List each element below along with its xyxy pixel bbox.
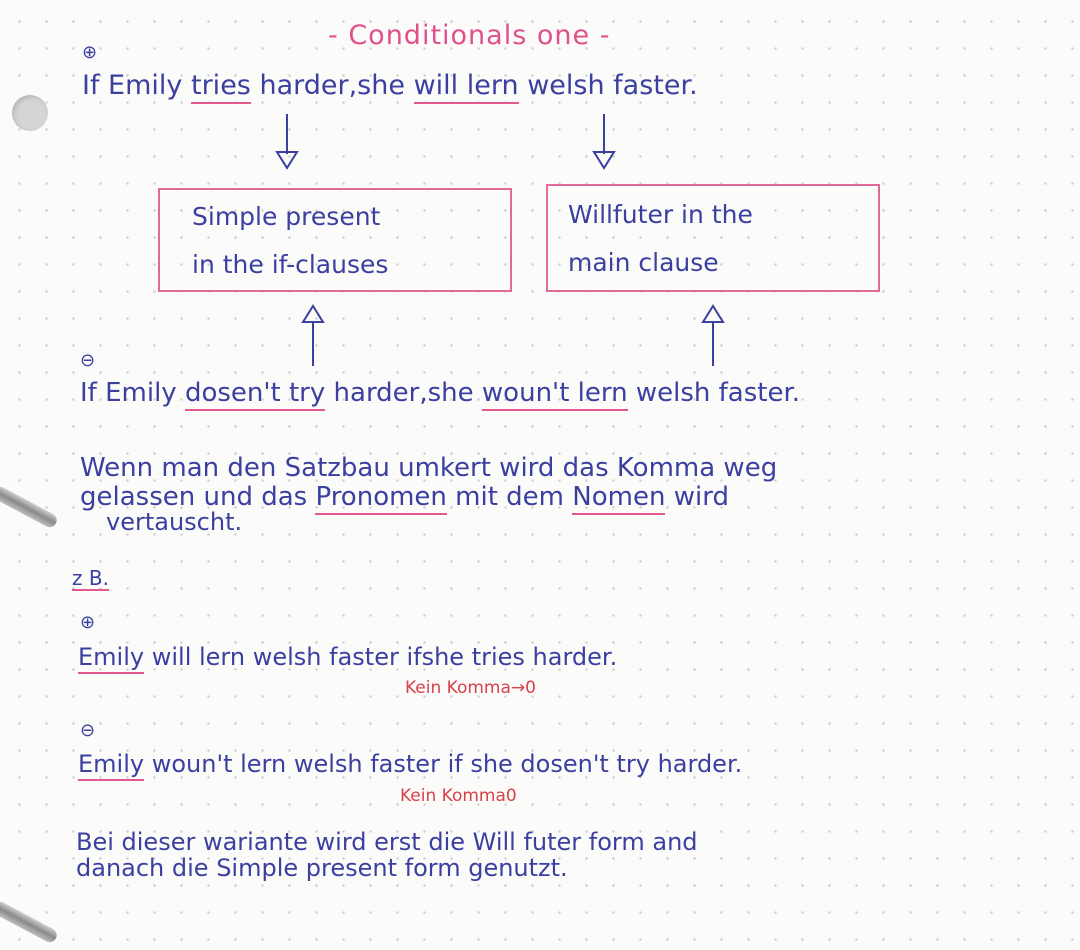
box-simple-present [158,188,512,292]
binder-hole [12,95,48,131]
minus-sign-icon: ⊖ [80,720,96,741]
box-line: Willfuter in the [568,200,753,229]
binder-ring [0,484,59,529]
note-part: wird [673,482,729,512]
example-part: ifshe tries harder. [406,643,618,671]
final-note-line: danach die Simple present form genutzt. [76,854,568,882]
note-line: Wenn man den Satzbau umkert wird das Komma weg [80,453,778,483]
up-arrow-icon [698,300,728,370]
sentence-part-underlined: dosen't try [185,378,325,411]
box-line: in the if-clauses [192,250,389,279]
box-will-future [546,184,880,292]
comma-annotation: Kein Komma0 [400,786,517,806]
example-positive [78,645,617,669]
note-line: vertauscht. [106,508,243,536]
sentence-part: If Emily [80,378,177,408]
sentence-part: harder,she [333,378,474,408]
sentence-part-underlined: woun't lern [482,378,628,411]
example-part: if she dosen't try harder. [447,750,743,778]
box-line: main clause [568,248,719,277]
plus-sign-icon: ⊕ [82,42,98,63]
sentence-part: harder,she [259,70,405,101]
example-part-underlined: Emily [78,643,144,674]
example-part: woun't lern welsh faster [151,750,440,778]
minus-sign-icon: ⊖ [80,350,96,371]
note-part: mit dem [455,482,565,512]
sentence-part: welsh faster. [635,378,801,408]
note-line [80,484,729,510]
example-part: will lern welsh faster [151,643,399,671]
sentence-negative [80,380,800,406]
box-line: Simple present [192,202,381,231]
page-title: - Conditionals one - [328,20,611,51]
sentence-part: welsh faster. [527,70,698,101]
sentence-part-underlined: will lern [414,70,519,104]
example-label: z B. [72,566,109,590]
sentence-part: If Emily [82,70,183,101]
down-arrow-icon [589,112,619,172]
note-part-underlined: Pronomen [315,482,446,515]
sentence-part-underlined: tries [191,70,251,104]
example-part-underlined: Emily [78,750,144,781]
note-part-underlined: Nomen [572,482,665,515]
example-negative [78,752,742,776]
up-arrow-icon [298,300,328,370]
down-arrow-icon [272,112,302,172]
plus-sign-icon: ⊕ [80,612,96,633]
binder-ring [0,899,59,944]
comma-annotation: Kein Komma→0 [405,678,536,698]
sentence-positive [82,72,698,99]
note-part: gelassen und das [80,482,308,512]
final-note-line: Bei dieser wariante wird erst die Will futer form and [76,828,698,856]
